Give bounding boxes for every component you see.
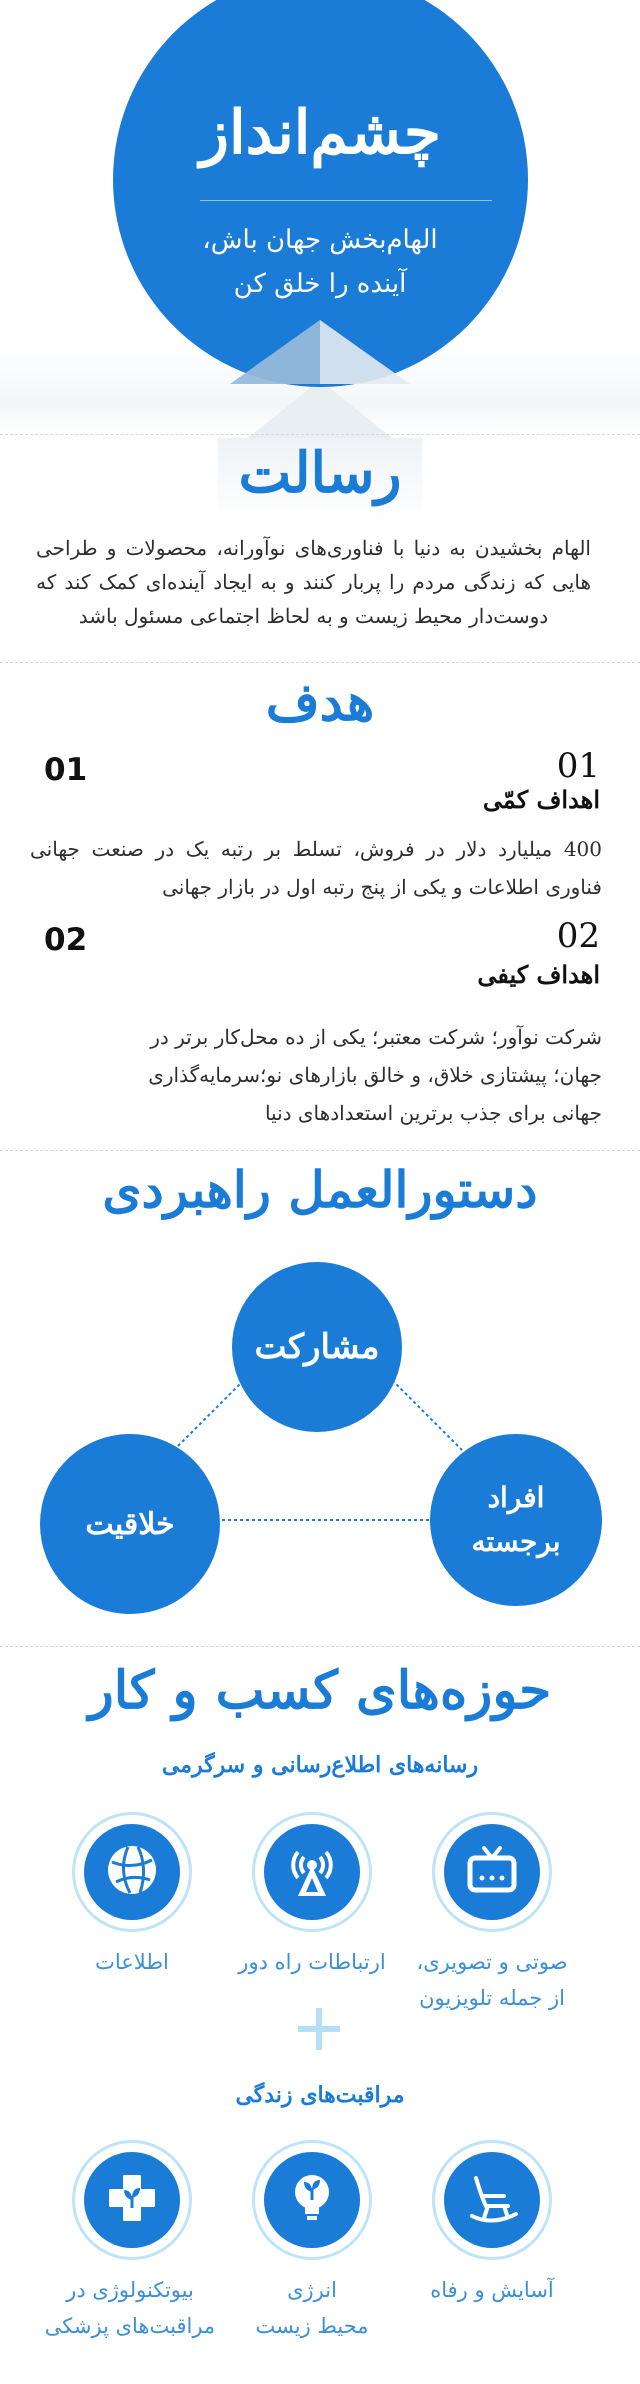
antenna-icon xyxy=(282,1840,342,1904)
caption-line: مراقبت‌های پزشکی xyxy=(44,2314,216,2338)
vision-tagline xyxy=(160,218,480,306)
goal-number: 01 xyxy=(556,746,600,786)
guideline-top-circle xyxy=(232,1262,402,1432)
divider xyxy=(0,662,640,663)
divider xyxy=(0,434,640,435)
guideline-right-label-line1: افراد xyxy=(487,1481,545,1514)
business-caption xyxy=(232,2272,392,2344)
caption-line: صوتی و تصویری، xyxy=(416,1950,568,1974)
guideline-left-label: خلاقیت xyxy=(85,1506,175,1542)
tv-ring xyxy=(432,1812,552,1932)
vision-arrow xyxy=(230,312,410,392)
medical-ring xyxy=(72,2140,192,2260)
business-caption xyxy=(232,1944,392,1980)
caption-line: اطلاعات xyxy=(95,1950,169,1974)
caption-line: بیوتکنولوژی در xyxy=(66,2278,194,2302)
eco-bulb-icon xyxy=(282,2168,342,2232)
mission-title: رسالت xyxy=(238,440,402,506)
guideline-right-label-line2: برجسته xyxy=(471,1525,561,1558)
goal-number: 02 xyxy=(556,916,600,956)
caption-line: آسایش و رفاه xyxy=(430,2278,554,2302)
caption-line: ارتباطات راه دور xyxy=(238,1950,386,1974)
vision-title: چشم‌انداز xyxy=(199,98,442,168)
goal-title: اهداف کمّی xyxy=(482,785,600,814)
business-title: حوزه‌های کسب و کار xyxy=(88,1660,552,1721)
divider xyxy=(0,1150,640,1151)
vision-divider xyxy=(200,200,492,201)
business-caption xyxy=(40,2272,220,2344)
business-group1-title: رسانه‌های اطلاع‌رسانی و سرگرمی xyxy=(161,1752,479,1778)
vision-tagline-line2: آینده را خلق کن xyxy=(233,269,407,299)
plus-icon xyxy=(296,2006,342,2052)
goals-title: هدف xyxy=(265,672,375,733)
antenna-ring xyxy=(252,1812,372,1932)
guideline-left-circle xyxy=(40,1434,220,1614)
goal-body-line: شرکت نوآور؛ شرکت معتبر؛ یکی از ده محل‌کار برتر در xyxy=(150,1025,602,1049)
goal-body: 400 میلیارد دلار در فروش، تسلط بر رتبه یک در صنعت جهانی فناوری اطلاعات و یکی از پنج رتبه اول در بازار جهانی xyxy=(30,837,602,899)
goal-number-badge: 02 xyxy=(44,922,88,958)
business-caption xyxy=(412,1944,572,2016)
globe-icon xyxy=(102,1840,162,1904)
rocking-chair-ring xyxy=(432,2140,552,2260)
goal-body-line: جهانی برای جذب برترین استعدادهای دنیا xyxy=(264,1101,602,1125)
mission-body: الهام بخشیدن به دنیا با فناوری‌های نوآورانه، محصولات و طراحی هایی که زندگی مردم را پربار کنند و به ایجاد آینده‌ای کمک کند که دوست‌دار محیط زیست و به لحاظ اجتماعی مسئول باشد xyxy=(36,536,591,628)
guideline-top-label: مشارکت xyxy=(254,1327,380,1367)
goal-number-badge: 01 xyxy=(44,752,88,788)
goal-title: اهداف کیفی xyxy=(477,960,600,989)
divider xyxy=(0,1646,640,1647)
business-group2-title: مراقبت‌های زندگی xyxy=(235,2082,405,2108)
globe-ring xyxy=(72,1812,192,1932)
guidelines-title: دستورالعمل راهبردی xyxy=(102,1160,538,1219)
business-caption xyxy=(412,2272,572,2308)
caption-line: از جمله تلویزیون xyxy=(419,1986,565,2010)
caption-line: محیط زیست xyxy=(255,2314,369,2338)
guideline-right-circle xyxy=(430,1434,602,1606)
medical-cross-icon xyxy=(102,2168,162,2232)
goal-body-line: جهان؛ پیشتازی خلاق، و خالق بازارهای نو؛سرمایه‌گذاری xyxy=(148,1063,602,1087)
business-caption xyxy=(52,1944,212,1980)
rocking-chair-icon xyxy=(462,2168,522,2232)
eco-bulb-ring xyxy=(252,2140,372,2260)
goal-body xyxy=(100,1018,602,1132)
vision-tagline-line1: الهام‌بخش جهان باش، xyxy=(202,225,438,255)
caption-line: انرژی xyxy=(287,2278,337,2302)
tv-icon xyxy=(464,1842,520,1902)
